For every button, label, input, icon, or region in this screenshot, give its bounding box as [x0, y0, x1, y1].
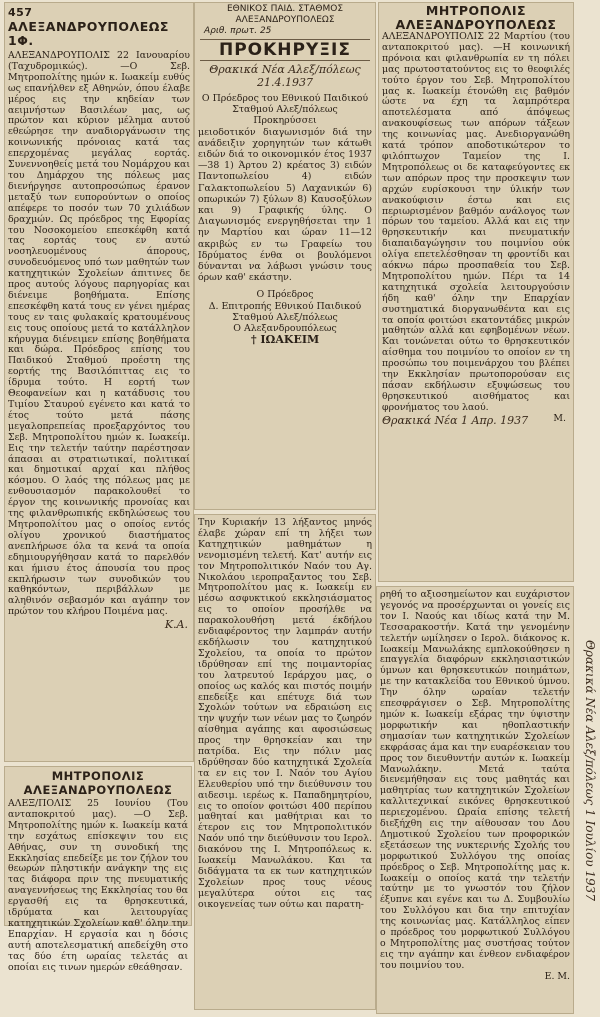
clipping-2-handwritten-date: 21.4.1937 — [257, 76, 313, 89]
clipping-2-sign2: Δ. Επιτροπής Εθνικού Παιδικού Σταθμού Αλεξ/πόλεως — [208, 300, 362, 323]
news-clipping-5 — [376, 586, 574, 1014]
clipping-3-title: ΜΗΤΡΟΠΟΛΙΣ — [425, 3, 527, 18]
clipping-1-body: ΑΛΕΞΑΝΔΡΟΥΠΟΛΙΣ 22 Ιανουαρίου (Ταχυδρομικώς). —Ο Σεβ. Μητροπολίτης ημών κ. Ιωακείμ ευθύς ως επανήλθεν εξ Αθηνών, όπου έλαβε μέρος εις την κηδείαν των αειμνήστων Βασιλέων μας, ως πρώτον και κύριον μέλημα αυτού εθεώρησε την αναδιοργάνωσιν της κοινωνικής πρόνοιας κατά τας επερχομένας μεγάλας εορτάς. Συνεννοηθείς μετά του Νομάρχου και του Δημάρχου της πόλεως μας διενήργησε αυτοπροσώπως έρανον μεταξύ των ευπορούντων ο οποίος απέφερε το ποσόν των 70 χιλιάδων δραχμών. Ως πρόεδρος της Εφορίας του Νοσοκομείου επεσκέφθη κατά τας εορτάς τους εν αυτώ νοσηλευομένους άπορους, συνοδευόμενος υπό των μαθητών των κατηχητικών Σχολείων άπιτινες δε προς αυτούς λόγους παρηγορίας και διένειμε βοηθήματα. Επίσης επεσκέφθη κατά τους εν γένει ημέρας τους εν ταις φυλακαίς κρατουμένους εις τους οποίους μετά το κατάλληλον κήρυγμα διένειμεν επίσης βοηθήματα και δώρα. Πρόεδρος επίσης του Παιδικού Σταθμού προέστη της εορτής της Βασιλόπιττας εις το ίδρυμα τούτο. Η εορτή των Θεοφανείων και η κατάδυσις του Τιμίου Σταυρού εγένετο και κατά το έτος τούτο μετά πάσης μεγαλοπρεπείας προεξαρχόντος του Σεβ. Μητροπολίτου ημών κ. Ιωακείμ. Εις την τελετήν ταύτην παρέστησαν άπασαι αι στρατιωτικαί, πολιτικαί και δημοτικαί αρχαί και πλήθος κόσμου. Ο λαός της πόλεως μας με ενθουσιασμόν παρακολουθεί το έργον της κοινωνικής προνοίας και της φιλανθρωπικής εκδηλώσεως του Μητροπολίτου μας ο οποίος εντός ολίγου χρονικού διαστήματος ανεπλήρωσε όλα τα κενά τα οποία εδημιουργήθησαν κατά το παρελθόν και ήμισυ έτος άπουσία του προς εκπλήρωσιν των συνοδικών του καθηκόντων, περιβάλλων με αληθινόν σεβασμόν και αγάπην τον πρώτον του κλήρου Ποιμένα μας. — [8, 50, 190, 618]
clipping-2-header-line1: ΕΘΝΙΚΟΣ ΠΑΙΔ. ΣΤΑΘΜΟΣ — [226, 4, 344, 14]
clipping-5-handwritten-note — [575, 640, 599, 1010]
clipping-2-handwritten-note: Θρακικά Νέα Αλεξ/πόλεως — [209, 63, 361, 76]
clipping-1-signature: Κ.Α. — [164, 618, 188, 632]
clipping-1-header — [4, 2, 194, 49]
clipping-2-sign3: Ο Αλεξανδρουπόλεως — [233, 323, 337, 335]
clipping-2-sign1: Ο Πρόεδρος — [256, 289, 314, 301]
news-clipping-2 — [194, 2, 376, 510]
clipping-6-title: ΜΗΤΡΟΠΟΛΙΣ ΑΛΕΞΑΝΔΡΟΥΠΟΛΕΩΣ — [23, 769, 173, 797]
clipping-2-intro: Ο Πρόεδρος του Εθνικού Παιδικού Σταθμού Αλεξ/πόλεως — [201, 93, 369, 116]
clipping-2-title: ΠΡΟΚΗΡΥΞΙΣ — [200, 39, 370, 61]
clipping-6-body: ΑΛΕΞ/ΠΟΛΙΣ 25 Ιουνίου (Του ανταποκριτού μας). —Ο Σεβ. Μητροπολίτης ημών κ. Ιωακείμ κατά την εσχάτως επίσκεψιν του εις Αθήνας, συν τη συνοδική της Εκκλησίας επεδείξε με τον ζήλον του θεωρών πληστικήν ανάγκην της εις τας διάφορα πριν της πνευματικής αναγεννήσεως της Εκκλησίας του θα εργασθή εις τα θρησκευτικά, ιδρύματα και λειτουργίας κατηχητικών Σχολείων καθ' όλην την Επαρχίαν. Η εργασία και η δόσις αυτή αποτελεσματική απεδείχθη στο τας δύο έτη ωραίας τελετάς αι οποίαι εις τινων ημερών εθεάθησαν. — [8, 798, 188, 973]
clipping-5-body: ρηθή το αξιοσημείωτον και ευχάριστον γεγονός να προσέρχωνται οι γονείς εις τον Ι. Ναούς και ιδίως κατά την Μ. Τεσσαρακοστήν. Κατά την γενομένην τελετήν ωμίλησεν ο Ιερολ. διάκονος κ. Ιωακείμ Μανωλάκης εμπλοκούθησεν η επαγγελία διαφόρων εκκλησιαστικών ύμνων και θρησκευτικών ποιημάτων, με την κατακλείδα του Εθνικού ύμνου. Την όλην ωραίαν τελετήν επεσφράγισεν ο Σεβ. Μητροπολίτης ημών κ. Ιωακείμ εξάρας την ύψιστην μορφωτικήν και ηθοπλαστικήν σημασίαν των κατηχητικών Σχολείων εκφράσας άμα και την ευαρέσκειαν του προς τον διευθυντήν αυτών κ. Ιωακείμ Μανωλάκην. Μετά ταύτα διενεμήθησαν εις τους μαθητάς και μαθητρίας των κατηχητικών Σχολείων καλλιτεχνικαί εικόνες θρησκευτικού περιεχομένου. Ωραία επίσης τελετή διεξήχθη εις την αίθουσαν του Δου Δημοτικού Σχολείου των προφορικών εξετάσεων της νυκτερινής Σχολής του μορφωτικού Συλλόγου της οποίας πρόεδρος ο Σεβ. Μητροπολίτης μας κ. Ιωακείμ ο οποίος κατά την τελετήν ταύτην με το γνωστόν του ζήλον έξυπνε και εγένε και τω Δ. Συμβουλίω του Συλλόγου και δια την επιτυχίαν της κοινωνίας μας. Κατάλληλος είπεν ο πρόεδρος του μορφωτικού Συλλόγου ο Μητροπολίτης μας συστήσας τούτον εις την αγάπην και ένθεον ενδιαφέρον του ποιμνίου του. — [380, 589, 570, 971]
news-clipping-1 — [4, 2, 194, 762]
clipping-3-footer — [378, 414, 574, 427]
clipping-4-body: Την Κυριακήν 13 λήξαντος μηνός έλαβε χώραν επί τη λήξει των Κατηχητικών μαθημάτων η νενομισμένη τελετή. Κατ' αυτήν εις τον Μητροπολιτικόν Ναόν του Αγ. Νικολάου ιεροπραξαντος του Σεβ. Μητροπολίτου μας κ. Ιωακείμ εν μέσω ασφυκτικού εκκλησιάσματος εις το οποίον προσήλθε να παρακολουθήση μετά έκδήλου ενδιαφέροντος την λαμπράν αυτήν εκδήλωσιν του κατηχητικού Σχολείου, τα οποία το πρώτον ιδρύθησαν επί της ποιμαντορίας του λατρευτού Ιεράρχου μας, ο οποίος ως καλός και πιστός ποιμήν επεδείξε και επέτυχε διά των Σχολών τούτων να εδραιώση εις την ψυχήν των νέων μας το ζωηρόν αίσθημα αγάπης και αφοσιώσεως προς την θρησκείαν και την πατρίδα. Εις την πόλιν μας ιδρύθησαν δύο κατηχητικά Σχολεία τα εν εις τον Ι. Ναόν του Αγίου Ελευθερίου υπό την διεύθυνσιν του αιδεσιμ. ιερέως κ. Παπαδημητρίου, εις το οποίον φοιτώσι 400 περίπου μαθηταί και μαθήτριαι και το έτερον εις τον Μητροπολιτικόν Ναόν υπό την διεύθυνσιν του Ιερολ. διακόνου της Ι. Μητροπόλεως κ. Ιωακείμ Μανωλάκου. Και τα διδάγματα τα εκ των κατηχητικών Σχολείων προς τους νέους μεγαλύτερα ούτοι εις τας οικογενείας των ούτω και παρατη- — [198, 517, 372, 910]
clipping-2-sign4: † ΙΩΑΚΕΙΜ — [250, 333, 320, 347]
clipping-1-title: ΑΛΕΞΑΝΔΡΟΥΠΟΛΕΩΣ 1Φ. — [8, 19, 169, 48]
clipping-3-signature: Μ. — [553, 412, 566, 424]
news-clipping-4 — [194, 514, 376, 1010]
clipping-1-corner-number: 457 — [8, 6, 33, 19]
news-clipping-3 — [378, 2, 574, 582]
clipping-3-handwritten-note: Θρακικά Νέα 1 Απρ. 1937 — [382, 413, 529, 427]
clipping-2-verb: Προκηρύσσει — [253, 115, 317, 127]
clipping-3-body: ΑΛΕΞΑΝΔΡΟΥΠΟΛΙΣ 22 Μαρτίου (του ανταποκριτού μας). —Η κοινωνική πρόνοια και φιλανθρωπία εν τη πόλει μας πρωτοστατούντος εις το θεοφιλές τούτο έργον του Σεβ. Μητροπολίτου μας κ. Ιωακείμ έτονώθη εις βαθμόν ώστε να έχη τα λαμπρότερα αποτελέσματα από άπόψεως ανακουφίσεως των απόρων τάξεων της κοινωνίας μας. Ανεδιοργανώθη κατά τρόπον αποδοτικώτερον το φιλόπτωχον Ταμείον της Ι. Μητροπόλεως οι δε καταφεύγοντες εκ των απόρων προς την προσκεψιν των αρχών ευρίσκουσι την ύλικήν των ανακούφισιν έστω και εις περιωρισμένον βαθμόν ανάλογος των πόρων του ταμείου. Αλλά και εις την θρησκευτικήν και πνευματικήν διαπαιδαγώγησιν του ποιμνίου ούκ ολίγα επετελέσθησαν τη φροντίδι και αόκνω πάρω προσπαθεία του Σεβ. Μητροπολίτου ημών. Πέρι τα 14 κατηχητικά σχολεία λειτουργούσιν ήδη καθ' όλην την Επαρχίαν συστηματικά διοργανωθέντα και εις τα οποία φοιτώσι εκατοντάδες μικρών μαθητών αλλά και εφηβομένων νέων. Και τονώνεται ούτω το θρησκευτικόν αίσθημα του ποιμνίου το οποίον εν τη προσώπω του ποιμενάρχου του βλέπει την Εκκλησίαν πρωτοπορούσαν εις πάσαν εκδήλωσιν εξυψώσεως του θρησκευτικού αισθήματος και φρονήματος του λαού. — [382, 31, 570, 413]
vertical-handwritten-note: Θρακικά Νέα Αλεξ/πόλεως 1 Ιουλίου 1937 — [583, 640, 597, 901]
clipping-2-header-line2: ΑΛΕΞΑΝΔΡΟΥΠΟΛΕΩΣ — [235, 15, 335, 25]
news-clipping-6 — [4, 766, 192, 973]
clipping-5-signature: Ε. Μ. — [544, 970, 570, 982]
clipping-2-body: μειοδοτικόν διαγωνισμόν διά την ανάδειξιν χορηγητών των κάτωθι ειδών διά το οικονομικόν έτος 1937—38 1) Άρτου 2) κρέατος 3) ειδών Παντοπωλείου 4) ειδών Γαλακτοπωλείου 5) Λαχανικών 6) οπωρικών 7) ξύλων 8) Καυσοξύλων και 9) Γραφικής ύλης. Ο Διαγωνισμός ενεργηθήσεται την 1 ην Μαρτίου και ώραν 11—12 ακριβώς εν τω Γραφείω του Ιδρύματος ένθα οι βουλόμενοι δύνανται να λάβωσι γνώσιν τους όρων καθ' εκάστην. — [198, 126, 372, 284]
clipping-2-protocol: Αριθ. πρωτ. 25 — [204, 26, 272, 36]
clipping-3-title2: ΑΛΕΞΑΝΔΡΟΥΠΟΛΕΩΣ — [395, 17, 557, 32]
